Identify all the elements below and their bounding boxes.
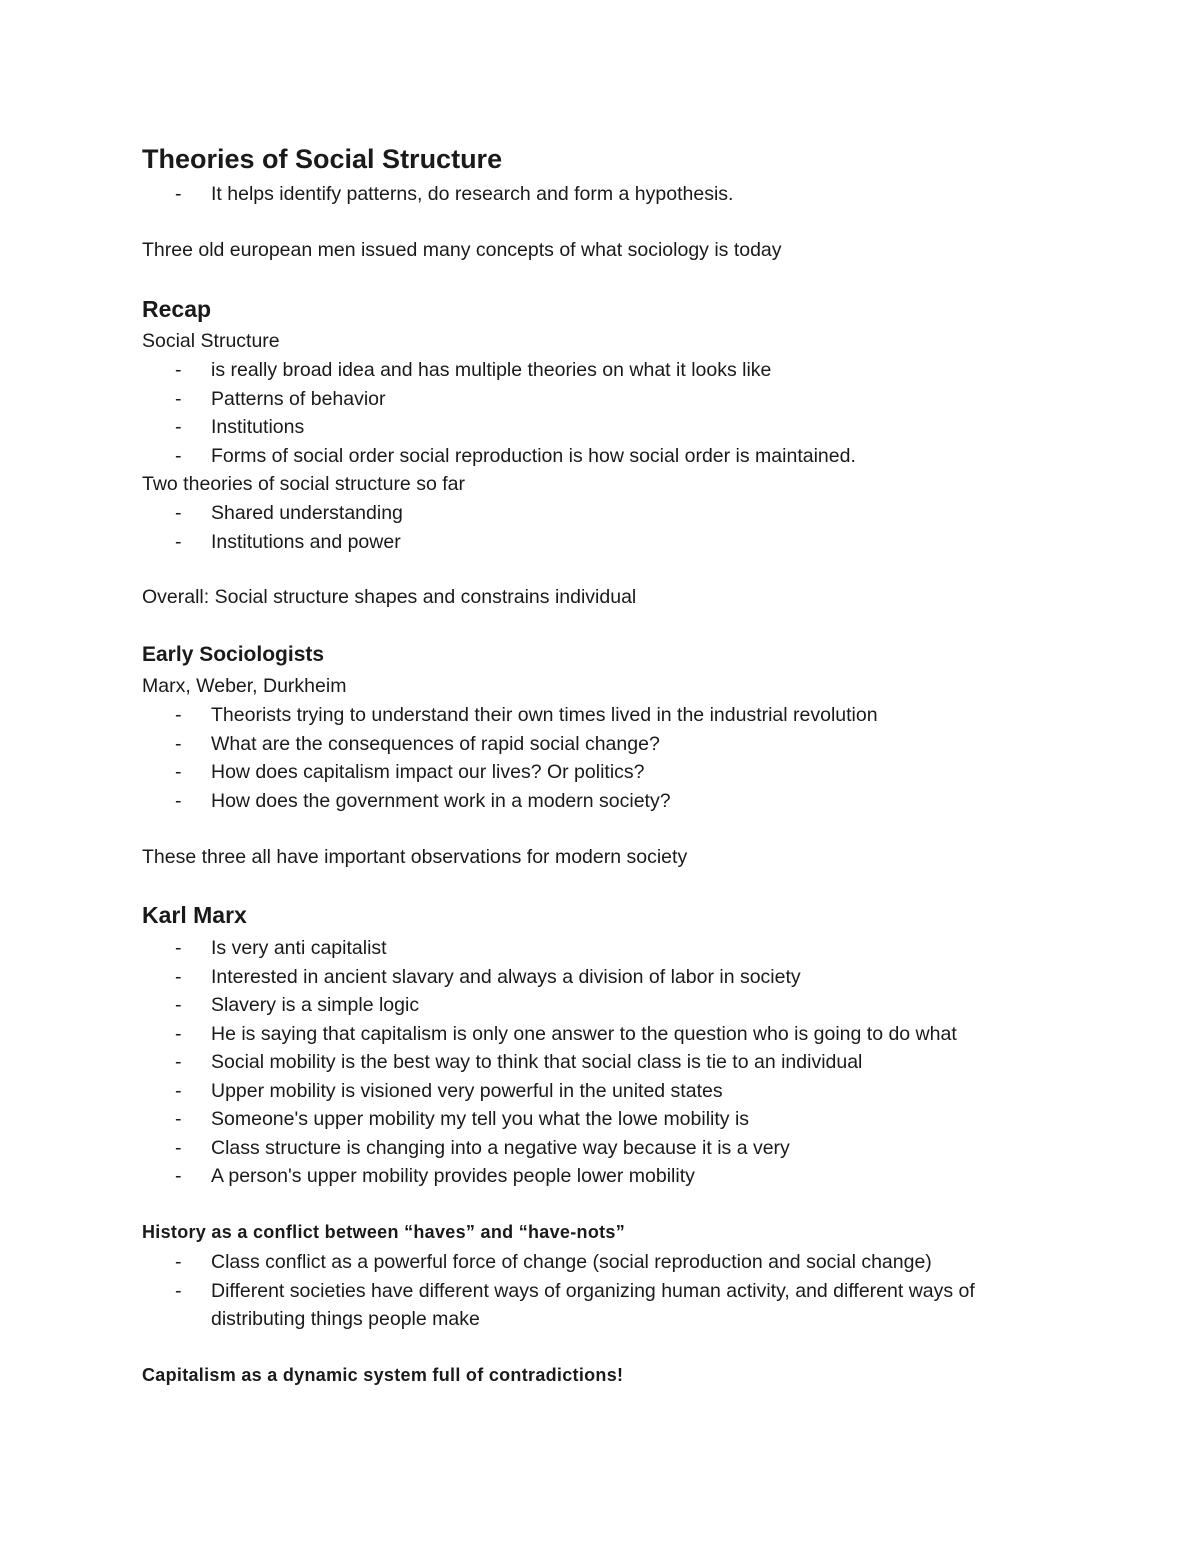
early-sociologists-names: Marx, Weber, Durkheim bbox=[142, 675, 347, 697]
list-item-text: Theorists trying to understand their own times lived in the industrial revolution bbox=[211, 704, 878, 726]
early-sociologists-heading: Early Sociologists bbox=[142, 643, 325, 666]
list-item-text: How does capitalism impact our lives? Or politics? bbox=[211, 761, 645, 783]
bullet-dash: - bbox=[175, 1108, 182, 1130]
bullet-dash: - bbox=[175, 761, 182, 783]
recap-overall: Overall: Social structure shapes and constrains individual bbox=[142, 586, 637, 608]
bullet-dash: - bbox=[175, 965, 182, 988]
bullet-dash: - bbox=[175, 789, 182, 812]
bullet-dash: - bbox=[175, 444, 182, 467]
bullet-dash: - bbox=[175, 502, 182, 524]
list-item-text: A person's upper mobility provides people lower mobility bbox=[211, 1165, 695, 1187]
list-item-text: Someone's upper mobility my tell you what the lowe mobility is bbox=[211, 1108, 750, 1130]
list-item-text: Patterns of behavior bbox=[211, 387, 386, 410]
list-item-text: Different societies have different ways of organizing human activity, and different ways of distributing things people make bbox=[211, 1279, 975, 1330]
list-item-text: Class conflict as a powerful force of change (social reproduction and social change) bbox=[211, 1251, 932, 1273]
bullet-dash: - bbox=[175, 732, 182, 755]
list-item-text: Institutions and power bbox=[211, 530, 401, 553]
list-item-text: Forms of social order social reproduction is how social order is maintained. bbox=[211, 444, 856, 467]
bullet-dash: - bbox=[175, 387, 182, 410]
list-item-text: Class structure is changing into a negative way because it is a very bbox=[211, 1136, 790, 1159]
bullet-dash: - bbox=[175, 1279, 182, 1302]
document-title: Theories of Social Structure bbox=[142, 144, 503, 174]
history-conflict-heading: History as a conflict between “haves” and “have-nots” bbox=[142, 1222, 626, 1242]
bullet-dash: - bbox=[175, 1165, 182, 1187]
karl-marx-heading: Karl Marx bbox=[142, 902, 247, 928]
intro-paragraph: Three old european men issued many concepts of what sociology is today bbox=[142, 239, 782, 261]
bullet-dash: - bbox=[175, 530, 182, 553]
bullet-dash: - bbox=[175, 937, 182, 959]
bullet-dash: - bbox=[175, 1136, 182, 1159]
bullet-dash: - bbox=[175, 1079, 182, 1102]
bullet-dash: - bbox=[175, 1251, 182, 1273]
recap-label-two-theories: Two theories of social structure so far bbox=[142, 473, 465, 495]
list-item-text: Upper mobility is visioned very powerful in the united states bbox=[211, 1079, 723, 1102]
list-item-text: It helps identify patterns, do research and form a hypothesis. bbox=[211, 183, 734, 205]
list-item-text: How does the government work in a modern society? bbox=[211, 789, 671, 812]
list-item-text: Shared understanding bbox=[211, 502, 403, 524]
list-item-text: is really broad idea and has multiple theories on what it looks like bbox=[211, 359, 772, 381]
list-item-text: What are the consequences of rapid social change? bbox=[211, 732, 660, 755]
bullet-dash: - bbox=[175, 416, 182, 438]
list-item-text: Social mobility is the best way to think that social class is tie to an individual bbox=[211, 1051, 863, 1073]
bullet-dash: - bbox=[175, 1051, 182, 1073]
list-item-text: Slavery is a simple logic bbox=[211, 994, 420, 1016]
early-sociologists-summary: These three all have important observations for modern society bbox=[142, 846, 688, 868]
bullet-dash: - bbox=[175, 359, 182, 381]
bullet-dash: - bbox=[175, 704, 182, 726]
bullet-dash: - bbox=[175, 994, 182, 1016]
capitalism-heading: Capitalism as a dynamic system full of contradictions! bbox=[142, 1365, 624, 1385]
list-item-text: Interested in ancient slavary and always a division of labor in society bbox=[211, 965, 801, 988]
list-item-text: Is very anti capitalist bbox=[211, 937, 387, 959]
list-item-text: Institutions bbox=[211, 416, 305, 438]
list-item-text: He is saying that capitalism is only one answer to the question who is going to do what bbox=[211, 1022, 957, 1045]
recap-label-social-structure: Social Structure bbox=[142, 330, 280, 352]
bullet-dash: - bbox=[175, 183, 182, 205]
recap-heading: Recap bbox=[142, 296, 212, 322]
bullet-dash: - bbox=[175, 1022, 182, 1045]
